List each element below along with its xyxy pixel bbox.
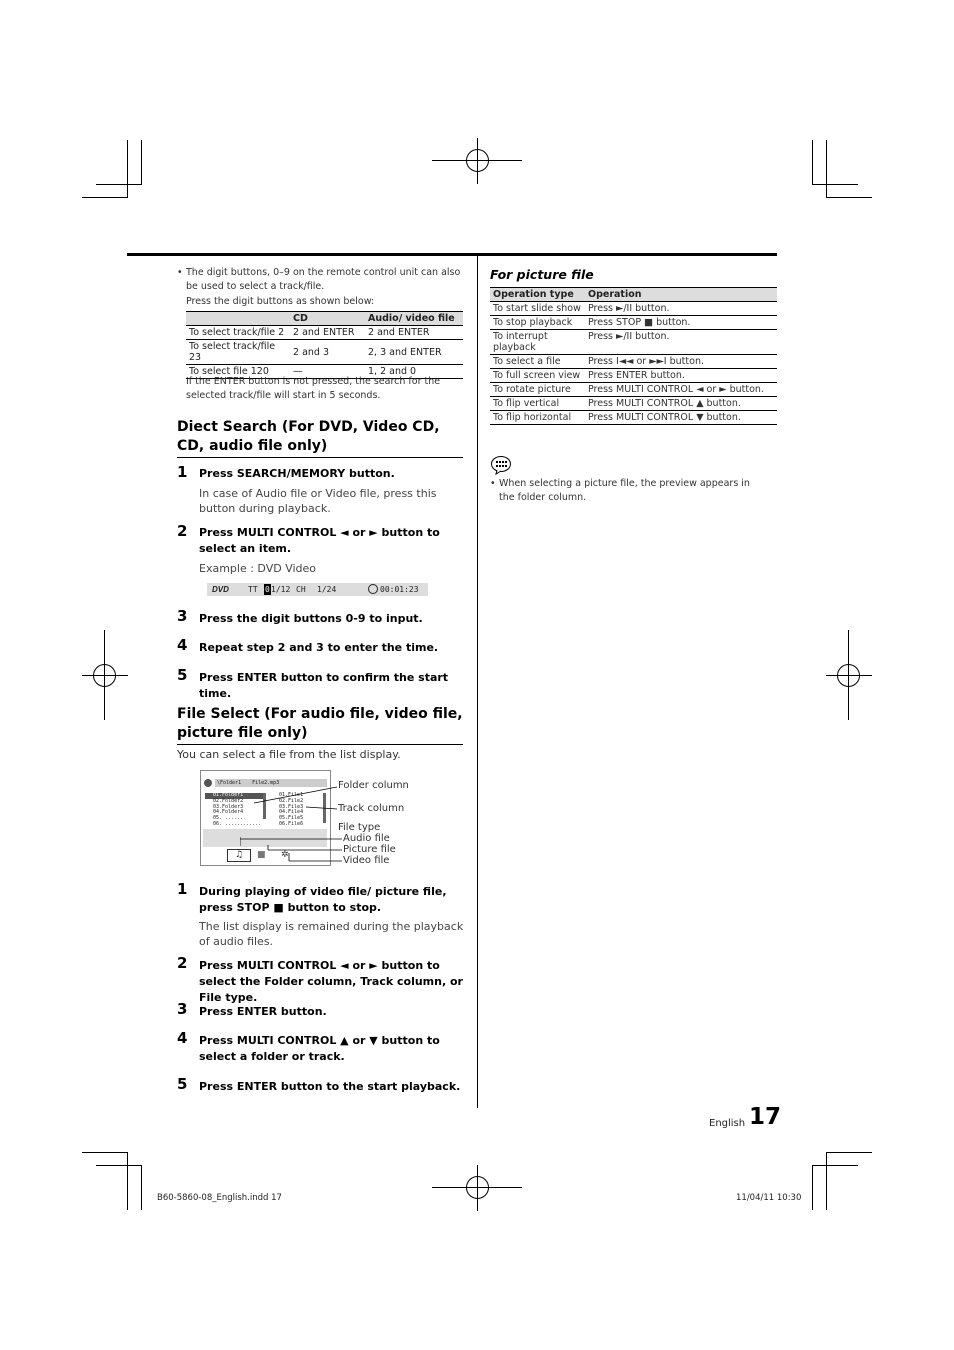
step-number: 5 (177, 666, 188, 684)
table-row: To flip horizontal Press MULTI CONTROL ▼ button. (490, 411, 777, 425)
table-row: To select a file Press I◄◄ or ►►I button. (490, 355, 777, 369)
video-file-icon: ✲ (281, 850, 289, 860)
file-type-label: File type (338, 822, 381, 833)
step-title: Press ENTER button. (199, 1005, 327, 1018)
step-number: 5 (177, 1075, 188, 1093)
page-number: 17 (749, 1104, 782, 1130)
note-icon (490, 455, 512, 475)
step-title: Press MULTI CONTROL ◄ or ► button to select the Folder column, Track column, or File type. (199, 959, 463, 1004)
osd-bar: DVD TT 0 1/12 CH 1/24 00:01:23 (207, 583, 428, 596)
step-title: Press ENTER button to confirm the start time. (199, 671, 449, 700)
clock-icon (368, 584, 378, 594)
list-display-screen: \Folder1 File2.mp3 01.Folder1 02.Folder2 03.Folder3 04.Folder4 05. ...... 06. ............ 01.File1 02.File2 03.File3 04.File4 05.File5 06.File6 ♫ ■ ✲ (200, 770, 331, 866)
step-number: 2 (177, 522, 188, 540)
step-number: 3 (177, 607, 188, 625)
picture-file-label: Picture file (343, 844, 396, 855)
table-row: To rotate picture Press MULTI CONTROL ◄ or ► button. (490, 383, 777, 397)
table-row: To start slide show Press ►/II button. (490, 302, 777, 316)
table-row: To flip vertical Press MULTI CONTROL ▲ button. (490, 397, 777, 411)
step-number: 3 (177, 1000, 188, 1018)
digit-table: CD Audio/ video file To select track/file 2 2 and ENTER 2 and ENTER To select track/file 23 2 and 3 2, 3 and ENTER To select file 120 — 1, 2 and 0 (186, 311, 463, 379)
footer-date: 11/04/11 10:30 (736, 1193, 802, 1203)
footer-file: B60-5860-08_English.indd 17 (157, 1193, 282, 1203)
step-number: 4 (177, 636, 188, 654)
table-row: To stop playback Press STOP ■ button. (490, 316, 777, 330)
step-body: In case of Audio file or Video file, press this button during playback. (199, 487, 437, 515)
step-title: Repeat step 2 and 3 to enter the time. (199, 641, 439, 654)
track-column-label: Track column (338, 803, 405, 814)
audio-file-label: Audio file (343, 833, 390, 844)
step-title: Press ENTER button to the start playback. (199, 1080, 461, 1093)
step-title: Press the digit buttons 0-9 to input. (199, 612, 423, 625)
folder-column: 01.Folder1 02.Folder2 03.Folder3 04.Folder4 05. ...... 06. ............ (205, 793, 263, 849)
table-row: To select track/file 2 2 and ENTER 2 and ENTER (186, 326, 463, 340)
footer-language: English (709, 1118, 746, 1129)
video-file-label: Video file (343, 855, 390, 866)
audio-file-icon: ♫ (227, 849, 251, 862)
picture-operation-table: Operation type Operation To start slide show Press ►/II button. To stop playback Press STOP ■ button. To interrupt playback Press ►/II button. To select a file Press I◄◄ or ►►I button. To full screen view Press ENTER button. To rotate picture Press MULTI CONTROL ◄ or ► button. To flip vertical Press MULTI CONTROL ▲ button. To flip horizontal Press MULTI CONTROL ▼ button. (490, 287, 777, 425)
column-divider (477, 256, 478, 1108)
file-select-intro: You can select a file from the list display. (177, 748, 401, 761)
folder-column-label: Folder column (338, 780, 409, 791)
section-title-file-select: File Select (For audio file, video file, picture file only) (177, 706, 463, 741)
table-row: To interrupt playback Press ►/II button. (490, 330, 777, 355)
step-body: Example : DVD Video (199, 562, 317, 575)
step-number: 2 (177, 954, 188, 972)
table-row: To select track/file 23 2 and 3 2, 3 and ENTER (186, 340, 463, 365)
section-title-direct-search: Diect Search (For DVD, Video CD, CD, audio file only) (177, 419, 440, 454)
picture-file-title: For picture file (490, 267, 594, 282)
step-number: 1 (177, 880, 188, 898)
dvd-logo: DVD (212, 585, 229, 594)
picture-file-icon: ■ (257, 850, 266, 860)
step-title: During playing of video file/ picture file, press STOP ■ button to stop. (199, 885, 447, 914)
step-title: Press SEARCH/MEMORY button. (199, 467, 395, 480)
step-body: The list display is remained during the playback of audio files. (199, 920, 464, 948)
table-row: To select file 120 — 1, 2 and 0 (186, 365, 463, 379)
top-rule (127, 253, 777, 256)
table-row: To full screen view Press ENTER button. (490, 369, 777, 383)
enter-note: If the ENTER button is not pressed, the search for the selected track/file will start in 5 seconds. (186, 376, 441, 401)
step-title: Press MULTI CONTROL ▲ or ▼ button to select a folder or track. (199, 1034, 440, 1063)
intro-bullet: • The digit buttons, 0–9 on the remote control unit can also be used to select a track/file. Press the digit buttons as shown below: (177, 267, 461, 307)
step-title: Press MULTI CONTROL ◄ or ► button to select an item. (199, 526, 440, 555)
track-column: 01.File1 02.File2 03.File3 04.File4 05.File5 06.File6 (279, 792, 304, 827)
step-number: 4 (177, 1029, 188, 1047)
disc-icon (204, 779, 212, 787)
step-number: 1 (177, 463, 188, 481)
picture-note: • When selecting a picture file, the preview appears in the folder column. (490, 478, 750, 503)
